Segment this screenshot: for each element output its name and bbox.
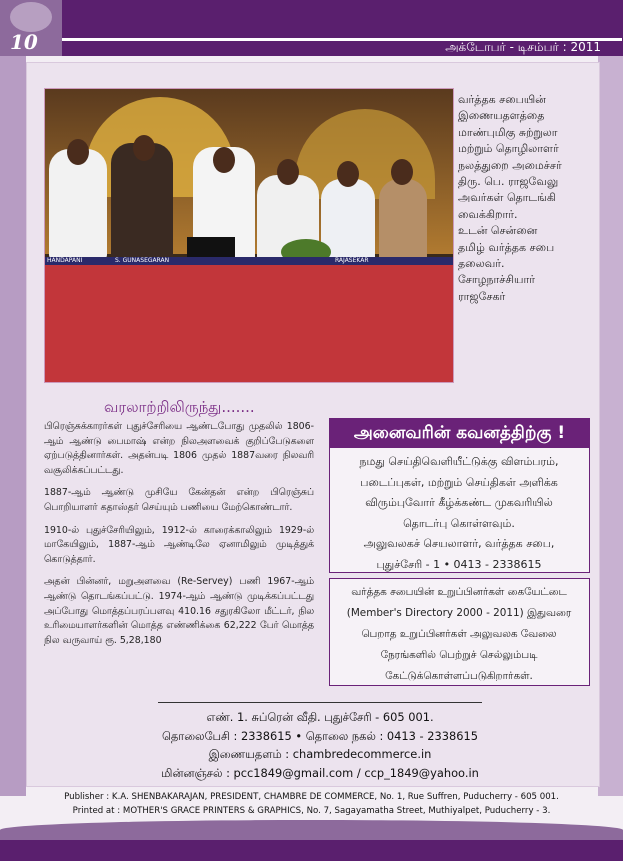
issue-date: அக்டோபர் - டிசம்பர் : 2011 xyxy=(445,40,601,54)
caption-line: நலத்துறை அமைச்சர் xyxy=(458,158,562,172)
notice-line: நேரங்களில் பெற்றுச் செல்லும்படி xyxy=(380,649,538,661)
nameplate: RAJASEKAR xyxy=(335,257,369,264)
contact-address xyxy=(100,708,540,782)
nameplate: HANDAPANI xyxy=(47,257,83,264)
notice-line: நமது செய்திவெளியீட்டுக்கு விளம்பரம், xyxy=(359,455,559,468)
history-article xyxy=(44,420,314,656)
history-paragraph: பிரெஞ்சுக்காரர்கள் புதுச்சேரியை ஆண்டபோது முதலில் 1806-ஆம் ஆண்டு பைமாஷ் என்ற நிலஅளவைக் குறிப்பேடுகளை ஏற்படுத்தினார்கள். அதன்படி 1806 முதல் 1887வரை நிலவரி வசூலிக்கப்பட்டது. xyxy=(44,421,314,476)
caption-line: வர்த்தக சபையின் xyxy=(458,93,546,106)
publisher-line: Publisher : K.A. SHENBAKARAJAN, PRESIDENT, CHAMBRE DE COMMERCE, No. 1, Rue Suffren, Puducherry - 605 001. xyxy=(64,792,559,802)
notice-line: படைப்புகள், மற்றும் செய்திகள் அளிக்க xyxy=(360,475,558,489)
right-decor-strip xyxy=(598,56,623,796)
nameplate: S. GUNASEGARAN xyxy=(115,257,170,264)
left-decor-strip xyxy=(0,56,26,796)
photo-caption xyxy=(458,92,598,305)
caption-line: ராஜசேகர் xyxy=(458,289,506,303)
caption-line: உடன் சென்னை xyxy=(458,224,538,238)
history-paragraph: அதன் பின்னர், மறுஅளவை (Re-Servey) பணி 1967-ஆம் ஆண்டு தொடங்கப்பட்டு. 1974-ஆம் ஆண்டு முடிக்கப்பட்டது அப்போது மொத்தப்பரப்பளவு 410.16 சதுரகிலோ மீட்டர், நில உரிமையாளர்களின் மொத்த எண்ணிக்கை 62,222 பேர் மொத்த நில வருவாய் ரூ. 5,28,180 xyxy=(44,576,314,646)
caption-line: சோழநாச்சியார் xyxy=(458,273,535,287)
email-link[interactable]: மின்னஞ்சல் : pcc1849@gmail.com / ccp_1849@yahoo.in xyxy=(161,765,479,780)
caption-line: திரு. பெ. ராஜவேலு xyxy=(458,175,559,189)
history-paragraph: 1887-ஆம் ஆண்டு முசியே கேன்தன் என்ற பிரெஞ்சுப் பொறியாளர் கதாஸ்தர் செய்யும் பணியை மேற்கொண்டார். xyxy=(44,487,314,513)
notice-line: தொடர்பு கொள்ளவும். xyxy=(403,516,515,530)
page-number: 10 xyxy=(10,30,38,54)
header-bar xyxy=(0,0,623,56)
caption-line: மற்றும் தொழிலாளர் xyxy=(458,142,559,156)
table-cloth xyxy=(45,265,453,382)
notice-line: வர்த்தக சபையின் உறுப்பினர்கள் கையேட்டை xyxy=(351,586,567,598)
history-title: வரலாற்றிலிருந்து....... xyxy=(104,398,255,416)
notice-line: கேட்டுக்கொள்ளப்படுகிறார்கள். xyxy=(385,670,533,682)
caption-line: வைக்கிறார். xyxy=(458,207,518,221)
notice-line: அலுவலகச் செயலாளர், வர்த்தக சபை, xyxy=(363,537,555,550)
caption-line: இணையதளத்தை xyxy=(458,109,545,123)
notice-line: (Member's Directory 2000 - 2011) இதுவரை xyxy=(346,607,572,619)
footer-bar xyxy=(0,830,623,861)
member-directory-notice xyxy=(334,582,584,687)
phone-line: தொலைபேசி : 2338615 • தொலை நகல் : 0413 - 2338615 xyxy=(161,728,478,743)
address-divider xyxy=(158,702,482,703)
caption-line: அவர்கள் தொடங்கி xyxy=(458,191,556,205)
caption-line: தலைவர். xyxy=(458,257,505,271)
notice-line: புதுச்சேரி - 1 • 0413 - 2338615 xyxy=(376,557,542,571)
event-photo xyxy=(44,88,454,383)
address-line: எண். 1. சுப்ரென் வீதி. புதுச்சேரி - 605 001. xyxy=(206,710,434,724)
website-link[interactable]: இணையதளம் : chambredecommerce.in xyxy=(208,747,432,761)
caption-line: தமிழ் வர்த்தக சபை xyxy=(458,240,555,254)
notice-line: விரும்புவோர் கீழ்க்கண்ட முகவரியில் xyxy=(365,496,553,509)
attention-title: அனைவரின் கவனத்திற்கு ! xyxy=(329,418,590,448)
caption-line: மாண்புமிகு சுற்றுலா xyxy=(458,125,558,139)
history-paragraph: 1910-ல் புதுச்சேரியிலும், 1912-ல் காரைக்காலிலும் 1929-ல் மாகேயிலும், 1887-ஆம் ஆண்டிலே ஏனாமிலும் முடித்துக் கொடுத்தார். xyxy=(44,524,314,565)
printer-line: Printed at : MOTHER'S GRACE PRINTERS & GRAPHICS, No. 7, Sagayamatha Street, Muthiyalpet, Puducherry - 3. xyxy=(72,806,551,816)
attention-notice xyxy=(336,452,582,575)
notice-line: பெறாத உறுப்பினர்கள் அலுவலக வேலை xyxy=(361,628,557,640)
emblem-icon xyxy=(10,2,52,32)
